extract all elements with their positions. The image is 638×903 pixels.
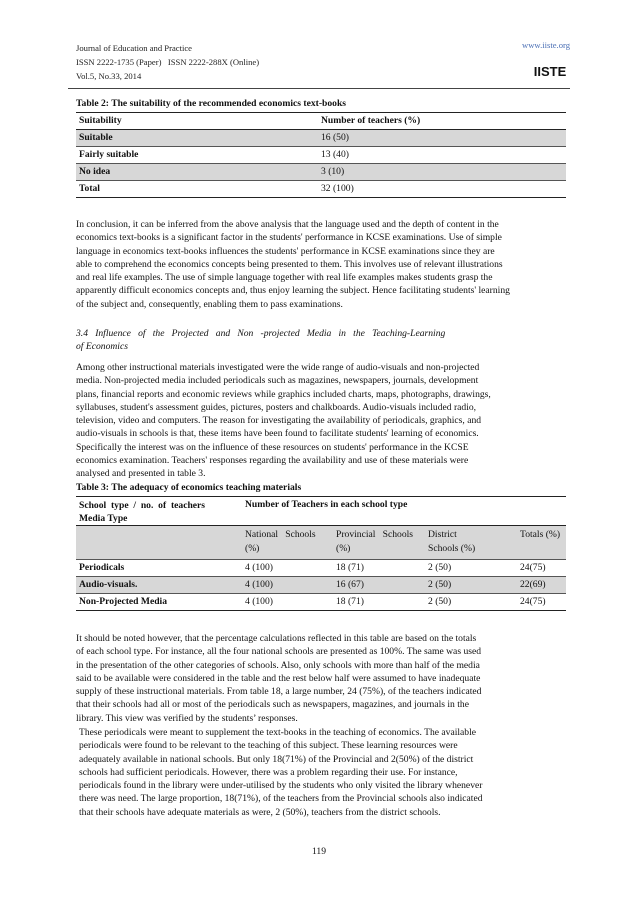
table3-subheader-national [242, 526, 333, 560]
table-row [76, 130, 566, 147]
iiste-logo [530, 56, 570, 80]
table-row [76, 560, 566, 577]
page-number: 119 [311, 846, 327, 857]
text-line: In conclusion, it can be inferred from the above analysis that the language used and the depth of content in the [76, 219, 499, 230]
paragraph-conclusion [76, 218, 562, 311]
table-row [76, 594, 566, 611]
text-line: of the subject and, consequently, enabling them to pass examinations. [76, 298, 343, 310]
table3-cell: 2 (50) [428, 562, 452, 573]
table3-cell: 4 (100) [245, 579, 273, 590]
table3-cell: 18 (71) [336, 596, 364, 607]
text-line: library. This view was verified by the students’ responses. [76, 712, 298, 724]
text-line: adequately available in national schools. But only 18(71%) of the Provincial and 2(50%) of the district [79, 753, 474, 765]
text-line: These periodicals were meant to supplement the text-books in the teaching of economics. The available [79, 727, 477, 738]
subheader-line: Provincial Schools [336, 529, 414, 540]
table3-subheader-row [76, 526, 566, 560]
table-row [76, 147, 566, 164]
table3-header-row [76, 497, 566, 526]
volume-line: Vol.5, No.33, 2014 [76, 71, 142, 81]
table3-subheader-provincial [333, 526, 425, 560]
table3-subheader-totals: Totals (%) [520, 529, 561, 540]
logo-text: IISTE [533, 64, 567, 79]
table-row [76, 577, 566, 594]
text-line: that their schools have adequate materials as were, 2 (50%), teachers from the district schools. [79, 806, 441, 818]
text-line: and real life examples. The use of simple language together with real life examples makes students grasp the [76, 272, 493, 284]
table2-cell: 13 (40) [321, 149, 349, 160]
subheader-line: District [428, 529, 457, 540]
table2-header-teachers: Number of teachers (%) [321, 115, 421, 126]
table2-cell: 3 (10) [321, 166, 345, 177]
table3 [76, 496, 566, 611]
text-line: supply of these instructional materials. From table 18, a large number, 24 (75%), of the teachers indicated [76, 686, 482, 698]
table2-cell: 16 (50) [321, 132, 349, 143]
table3-empty-cell [76, 526, 242, 560]
text-line: periodicals found in the library were under-utilised by the students who only visited the library whenever [79, 780, 483, 792]
corner-line: School type / no. of teachers [79, 500, 206, 511]
issn-line: ISSN 2222-1735 (Paper) ISSN 2222-288X (Online) [76, 57, 260, 67]
table3-cell: 24(75) [520, 562, 546, 573]
text-line: in the presentation of the other categories of schools. Also, only schools with more than half of the media [76, 659, 480, 671]
table2-cell: 32 (100) [321, 183, 354, 194]
table3-subheader-district [425, 526, 517, 560]
subheader-line: National Schools [245, 529, 316, 540]
text-line: media. Non-projected media included periodicals such as magazines, newspapers, journals, development [76, 375, 479, 387]
paragraph-percentages [76, 632, 546, 725]
table3-cell: 4 (100) [245, 562, 273, 573]
table3-cell: 16 (67) [336, 579, 364, 590]
table-row [76, 164, 566, 181]
text-line: Specifically the interest was on the influence of these resources on students' performance in the KCSE [76, 441, 469, 453]
text-line: able to comprehend the economics concepts being presented to them. This involves use of relevant illustrations [76, 258, 503, 270]
table3-cell: 22(69) [520, 579, 546, 590]
text-line: of each school type. For instance, all the four national schools are presented as 100%. The same was used [76, 646, 482, 658]
text-line: economics examination. Teachers' responses regarding the availability and use of these materials were [76, 455, 469, 467]
section-heading-line: 3.4 Influence of the Projected and Non -projected Media in the Teaching-Learning [76, 328, 446, 339]
text-line: audio-visuals in schools is that, these items have been found to facilitate students' learning of economics. [76, 428, 479, 440]
journal-url-link[interactable]: www.iiste.org [522, 40, 570, 50]
table3-cell: 2 (50) [428, 596, 452, 607]
table3-title: Table 3: The adequacy of economics teaching materials [76, 482, 302, 493]
text-line: language in economics text-books influences the students' performance in KCSE examinations since they are [76, 245, 495, 257]
table2 [76, 112, 566, 198]
table-row [76, 181, 566, 198]
journal-name: Journal of Education and Practice [76, 43, 192, 53]
text-line: said to be available were considered in the table and the rest below half were assumed to have inadequate [76, 672, 481, 684]
text-line: schools had sufficient periodicals. However, there was a problem regarding their use. For instance, [79, 766, 458, 778]
text-line: economics text-books is a significant factor in the students' performance in KCSE examinations. Use of simple [76, 232, 502, 244]
table3-cell: 24(75) [520, 596, 546, 607]
table3-corner-header [76, 497, 242, 526]
text-line: analysed and presented in table 3. [76, 468, 206, 480]
table2-cell: Total [79, 183, 100, 194]
table2-cell: Suitable [79, 132, 113, 143]
table3-cell: Periodicals [79, 562, 125, 573]
table3-cell: Non-Projected Media [79, 596, 168, 607]
text-line: apparently difficult economics concepts and, thus enjoy learning the subject. Hence facilitating students' learning [76, 285, 510, 297]
table3-cell: 2 (50) [428, 579, 452, 590]
subheader-line: (%) [336, 543, 351, 554]
header-rule [68, 88, 570, 89]
table2-header-suitability: Suitability [79, 115, 122, 126]
text-line: there was need. The large proportion, 18(71%), of the teachers from the Provincial schools also indicated [79, 793, 483, 805]
table2-header-row [76, 113, 566, 130]
table3-group-header: Number of Teachers in each school type [245, 499, 408, 510]
text-line: plans, financial reports and economic reviews while graphics included charts, maps, photographs, drawings, [76, 388, 491, 400]
corner-line: Media Type [79, 513, 128, 524]
table2-cell: No idea [79, 166, 111, 177]
text-line: Among other instructional materials investigated were the wide range of audio-visuals and non-projected [76, 362, 480, 373]
table3-cell: 18 (71) [336, 562, 364, 573]
text-line: television, video and computers. The reason for investigating the availability of periodicals, graphics, and [76, 415, 482, 427]
table2-title: Table 2: The suitability of the recommended economics text-books [76, 98, 347, 109]
subheader-line: Schools (%) [428, 543, 476, 554]
text-line: that their schools had all or most of the periodicals such as newspapers, magazines, and journals in the [76, 699, 469, 711]
text-line: periodicals were found to be relevant to the teaching of this subject. These learning resources were [79, 740, 458, 752]
subheader-line: (%) [245, 543, 260, 554]
section-heading-line: of Economics [76, 341, 128, 353]
table3-cell: Audio-visuals. [79, 579, 138, 590]
section-heading [76, 327, 562, 354]
table2-cell: Fairly suitable [79, 149, 139, 160]
paragraph-materials [76, 361, 562, 481]
paragraph-periodicals [79, 726, 557, 819]
text-line: syllabuses, student's assessment guides, pictures, posters and chalkboards. Audio-visuals included radio, [76, 401, 477, 413]
table3-cell: 4 (100) [245, 596, 273, 607]
text-line: It should be noted however, that the percentage calculations reflected in this table are based on the totals [76, 633, 477, 644]
